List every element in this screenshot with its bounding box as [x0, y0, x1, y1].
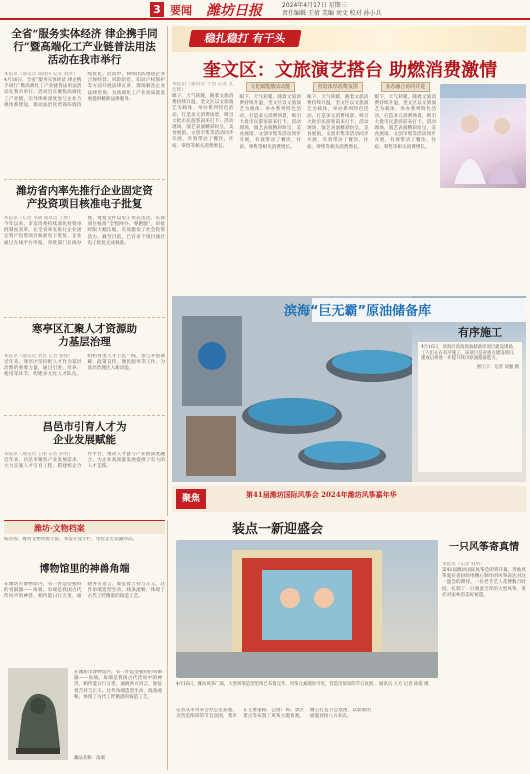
bronze-photo [8, 668, 68, 760]
subhead: 营造浓厚消费氛围 [313, 82, 363, 92]
museum-section [4, 520, 165, 770]
byline: 本报讯（记者 李晓 通讯员 王林） [4, 216, 73, 221]
photo-caption: 4月16日，滨海区滨海原油储备库项目建设现场，工人们正在有序施工。该项目是省重点建设项目，建成后将进一步提升我市原油储备能力。 [421, 345, 518, 362]
subhead: 文化赋能激活动能 [246, 82, 296, 92]
article-body [4, 72, 165, 176]
kite-sidebar [442, 540, 526, 772]
subhead: 业态融合协同并进 [381, 82, 431, 92]
byline: 本报讯（记者 韩明） [442, 562, 485, 567]
museum-title: 博物馆里的神兽角端 [39, 564, 130, 575]
kite-decoration-illustration [176, 540, 438, 678]
storage-tanks-illustration [172, 296, 412, 482]
kite-bottom-body: 记者从市风筝会办公室获悉，为营造浓厚的节会氛围，我市在主要道路、公园广场、景区景点等布置了风筝主题景观，精心打造节会氛围，以崭新的面貌迎接八方来宾。 [176, 708, 371, 720]
page-number: 3 [150, 2, 164, 17]
byline: 本报讯（通讯员 刘伟 记者 张强） [4, 354, 73, 359]
festival-title: 第41届潍坊国际风筝会 2024年潍坊风筝嘉年华 [246, 490, 397, 499]
editor-note: 编者按：潍坊文物资源丰富，本报开设专栏，带您走近馆藏珍品。 [4, 537, 138, 542]
byline: 本报讯（通讯员 王丽 记者 孙明） [4, 452, 73, 457]
kite-photo [176, 540, 438, 678]
kite-side-title: 一只风筝寄真情 [449, 542, 519, 553]
kuiwen-article [172, 82, 526, 294]
binhai-headline: 滨海“巨无霸”原油储备库 [284, 304, 432, 319]
performer-figure [440, 84, 526, 188]
issue-date: 2024年4月17日 星期三 [282, 2, 347, 9]
article-title: 全省“服务实体经济 律企携手同行”暨高端化工产业链普法用法活动在我市举行 [11, 28, 158, 66]
article-body [4, 452, 165, 522]
page-header [0, 0, 530, 20]
section-title: 要闻 [170, 4, 192, 17]
photo-credit: 图①②：记者 刘强 摄 [476, 364, 519, 370]
kite-caption [176, 682, 438, 688]
museum-body-cont: 在潍坊市博物馆内，有一件造型独特的青铜器——角端。角端是我国古代传说中的神兽，相传能日行万里，通晓各方语言，象征着吉祥与正义。这件角端造型生动，线条流畅，体现了古代工匠精湛的铸造工艺。 [74, 670, 162, 700]
article-text: 眼下，天气转暖，随着文旅消费持续升温，奎文区以文旅演艺为载体，举办系列特色活动，打造多元消费场景，吸引大批市民游客前来打卡。活动现场，演艺表演精彩纷呈，美食展销、文创市集等活动同步开展，有效带动了餐饮、住宿、零售等相关消费增长。 [374, 95, 436, 150]
kite-headline: 装点一新迎盛会 [232, 522, 324, 537]
paper-name: 潍坊日报 [206, 3, 262, 19]
article-text: 第41届潍坊国际风筝会即将开幕，各地风筝爱好者纷纷用精心制作的风筝表达对这一盛会的期待。一位老手艺人花费数月时间，扎制了一只寓意吉祥的大型风筝，寄托对家乡的美好祝愿。 [442, 568, 526, 598]
article-title: 昌邑市引育人才为企业发展赋能 [42, 421, 127, 446]
binhai-photo [172, 296, 526, 482]
byline: 本报讯（通讯员 郑晓伟 记者 刘冰） [4, 72, 78, 77]
article-text: 4月16日，全省“服务实体经济 律企携手同行”暨高端化工产业链普法用法活动在我市举行。活动旨在聚焦高端化工产业链，引导律师深度参与企业合规体系建设，推动法治化营商环境持续优化。活动中，律师团队围绕企业合规经营、风险防范、知识产权保护等方面开展法律宣讲，现场解答企业法律咨询，为高端化工产业高质量发展提供精准法律服务。 [4, 72, 165, 108]
kite-headline-row [172, 516, 526, 538]
byline: 本报讯（通讯员 于凯 记者 孔宏辉） [172, 82, 234, 93]
binhai-tagline: 有序施工 [458, 326, 502, 339]
binhai-caption-box [418, 342, 522, 472]
article-body [172, 82, 436, 288]
left-column [4, 26, 165, 516]
main-headline: 奎文区：文旅演艺搭台 助燃消费激情 [202, 60, 498, 81]
column-divider [167, 520, 168, 770]
photo-caption: 4月16日，潍坊风筝广场，大型风筝造型装饰已布置完毕，风筝元素随处可见，营造出浓厚的节日氛围。 [176, 682, 378, 687]
article-text: 眼下，天气转暖，随着文旅消费持续升温，奎文区以文旅演艺为载体，举办系列特色活动，打造多元消费场景，吸引大批市民游客前来打卡。活动现场，演艺表演精彩纷呈，美食展销、文创市集等活动同步开展，有效带动了餐饮、住宿、零售等相关消费增长。 [307, 95, 369, 150]
performer-photo [440, 84, 526, 188]
slogan-label: 稳扎稳打 有干头 [189, 30, 302, 47]
column-title: 潍坊·文物档案 [34, 523, 85, 533]
article-body [4, 354, 165, 412]
focus-badge: 聚焦 [176, 489, 206, 509]
article-text: 今年以来，市发改委持续深化投资审批制度改革，在全省率先推行企业固定资产投资项目核准电子批复。企业通过在线平台申报，审批部门在线办理，批复文件以电子形式送达，实现项目核准“全程网办、零跑腿”，审批时限大幅压缩，有效激发了社会投资活力。截至目前，已有多个项目通过电子批复完成核准。 [4, 216, 165, 246]
date-line [282, 2, 382, 18]
slogan-banner [172, 26, 526, 52]
article-text: 近年来，寒亭区坚持把人才作为基层治理的重要力量，通过引进、培养、使用等环节，构建多元化人才队伍。组织各类人才下沉一线，参与矛盾调解、政策宣传、便民服务等工作，为基层治理注入新动能。 [4, 354, 165, 378]
article-title: 寒亭区汇聚人才资源助力基层治理 [32, 323, 137, 348]
article-text: 近年来，昌邑市聚焦产业发展需求，大力实施人才引育工程，搭建校企合作平台，推动人才链与产业链深度融合，为企业高质量发展提供了有力的人才支撑。 [4, 452, 165, 470]
article-title: 潍坊省内率先推行企业固定资产投资项目核准电子批复 [16, 185, 153, 210]
museum-body: 在潍坊市博物馆内，有一件造型独特的青铜器——角端。角端是我国古代传说中的神兽，相传能日行万里，通晓各方语言，象征着吉祥与正义。这件角端造型生动，线条流畅，体现了古代工匠精湛的铸造工艺。 [4, 582, 165, 600]
column-divider [167, 26, 168, 516]
museum-caption: 藏品名称：角端 [74, 756, 105, 761]
article-text: 眼下，天气转暖，随着文旅消费持续升温，奎文区以文旅演艺为载体，举办系列特色活动，打造多元消费场景，吸引大批市民游客前来打卡。活动现场，演艺表演精彩纷呈，美食展销、文创市集等活动同步开展，有效带动了餐饮、住宿、零售等相关消费增长。 [239, 95, 301, 150]
article-body [4, 216, 165, 314]
bronze-beast-figure [8, 668, 68, 760]
photo-credit: 通讯员 王方 记者 孙霞 摄 [378, 682, 429, 687]
kite-banner [172, 486, 526, 512]
article-text: 眼下，天气转暖，随着文旅消费持续升温，奎文区以文旅演艺为载体，举办系列特色活动，打造多元消费场景，吸引大批市民游客前来打卡。活动现场，演艺表演精彩纷呈，美食展销、文创市集等活动同步开展，有效带动了餐饮、住宿、零售等相关消费增长。 [172, 94, 234, 149]
editors-line: 责任编辑 王倩 美编 刘文 校对 孙小兵 [282, 10, 382, 17]
